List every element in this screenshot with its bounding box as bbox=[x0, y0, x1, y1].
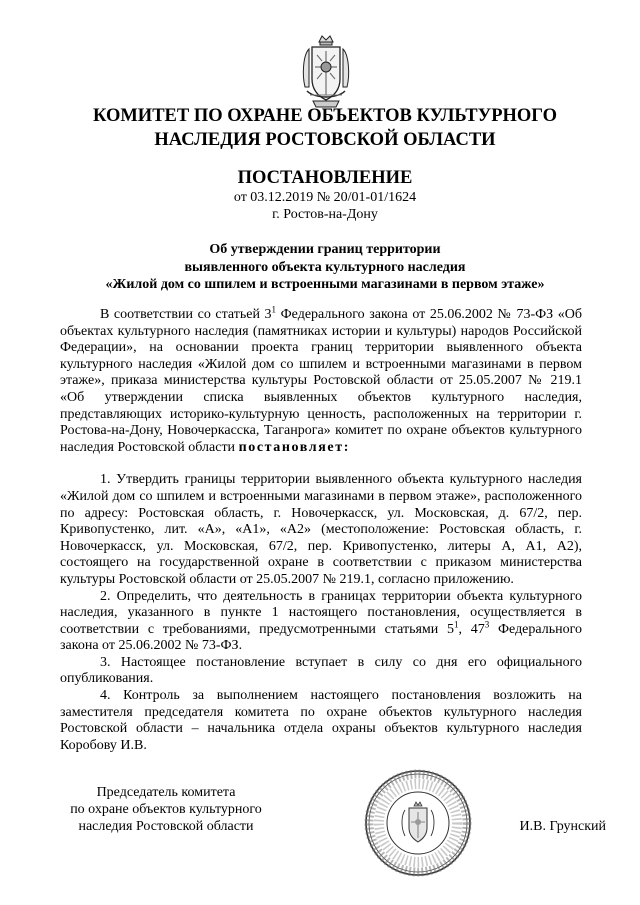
clause-2-text-1: 2. Определить, что деятельность в границах территории объекта культурного наследия, указанного в пункте 1 настоящего постановления, осуществляется в соответствии с требованиями, предусмотренными статьями 5 bbox=[60, 588, 582, 637]
signatory-position bbox=[60, 784, 272, 835]
document-body bbox=[60, 304, 582, 754]
document-type-title: ПОСТАНОВЛЕНИЕ bbox=[237, 168, 413, 188]
preamble-text-1: В соответствии со статьей 3 bbox=[100, 307, 272, 322]
preamble-paragraph bbox=[60, 304, 582, 456]
document-subject bbox=[60, 241, 590, 294]
clause-2-text-2: , 47 bbox=[458, 621, 485, 637]
date-and-number: от 03.12.2019 № 20/01-01/1624 bbox=[233, 190, 417, 205]
subject-line-1: Об утверждении границ территории bbox=[209, 242, 441, 257]
clause-2 bbox=[60, 589, 582, 655]
signatory-position-line-2: по охране объектов культурного bbox=[70, 802, 262, 817]
clause-3: 3. Настоящее постановление вступает в силу со дня его официального опубликования. bbox=[60, 654, 582, 687]
signatory-position-line-1: Председатель комитета bbox=[96, 785, 236, 800]
document-meta bbox=[60, 189, 590, 223]
clause-2-superscript-1: 1 bbox=[453, 619, 459, 630]
clause-2-text-3: Федерального закона от 25.06.2002 № 73-ФЗ. bbox=[60, 621, 582, 654]
official-seal-stamp bbox=[363, 768, 473, 878]
org-name-line-1: КОМИТЕТ ПО ОХРАНЕ ОБЪЕКТОВ КУЛЬТУРНОГО bbox=[93, 106, 557, 126]
coat-of-arms-emblem bbox=[295, 33, 357, 111]
subject-line-2: выявленного объекта культурного наследия bbox=[184, 259, 466, 275]
preamble-superscript: 1 bbox=[271, 304, 277, 315]
clause-2-superscript-2: 3 bbox=[484, 619, 490, 630]
signatory-position-line-3: наследия Ростовской области bbox=[78, 819, 254, 834]
org-name-line-2: НАСЛЕДИЯ РОСТОВСКОЙ ОБЛАСТИ bbox=[154, 130, 496, 150]
subject-line-3: «Жилой дом со шпилем и встроенными магазинами в первом этаже» bbox=[105, 277, 545, 292]
city: г. Ростов-на-Дону bbox=[272, 207, 378, 222]
preamble-text-2: Федерального закона от 25.06.2002 № 73-ФЗ «Об объектах культурного наследия (памятниках истории и культуры) народов Российской Федерации», на основании проекта границ территории выявленного объекта культурного наследия «Жилой дом со шпилем и встроенными магазинами в первом этаже», приказа министерства культуры Ростовской области от 25.05.2007 № 219.1 «Об утверждении списка выявленных объектов культурного наследия, представляющих историко-культурную ценность, расположенных на территории г. Ростова-на-Дону, Новочеркасска, Таганрога» комитет по охране объектов культурного наследия Ростовской области bbox=[60, 307, 582, 455]
clause-1: 1. Утвердить границы территории выявленного объекта культурного наследия «Жилой дом со шпилем и встроенными магазинами в первом этаже», расположенного по адресу: Ростовская область, г. Новочеркасск, ул. Московская, д. 67/2, пер. Кривопустенко, лит. «А», «А1», «А2» (местоположение: Ростовская область, г. Новочеркасск, ул. Московская, 67/2, пер. Кривопустенко, литеры А, А1, А2), состоящего на государственной охране в соответствии с приказом министерства культуры Ростовской области от 25.05.2007 № 219.1, согласно приложению. bbox=[60, 472, 582, 587]
clause-4: 4. Контроль за выполнением настоящего постановления возложить на заместителя председателя комитета по охране объектов культурного наследия Ростовской области – начальника отдела охраны объектов культурного наследия Коробову И.В. bbox=[60, 688, 582, 753]
organization-name bbox=[60, 104, 590, 152]
resolves-keyword: постановляет: bbox=[238, 439, 350, 455]
signatory-name: И.В. Грунский bbox=[519, 819, 606, 834]
